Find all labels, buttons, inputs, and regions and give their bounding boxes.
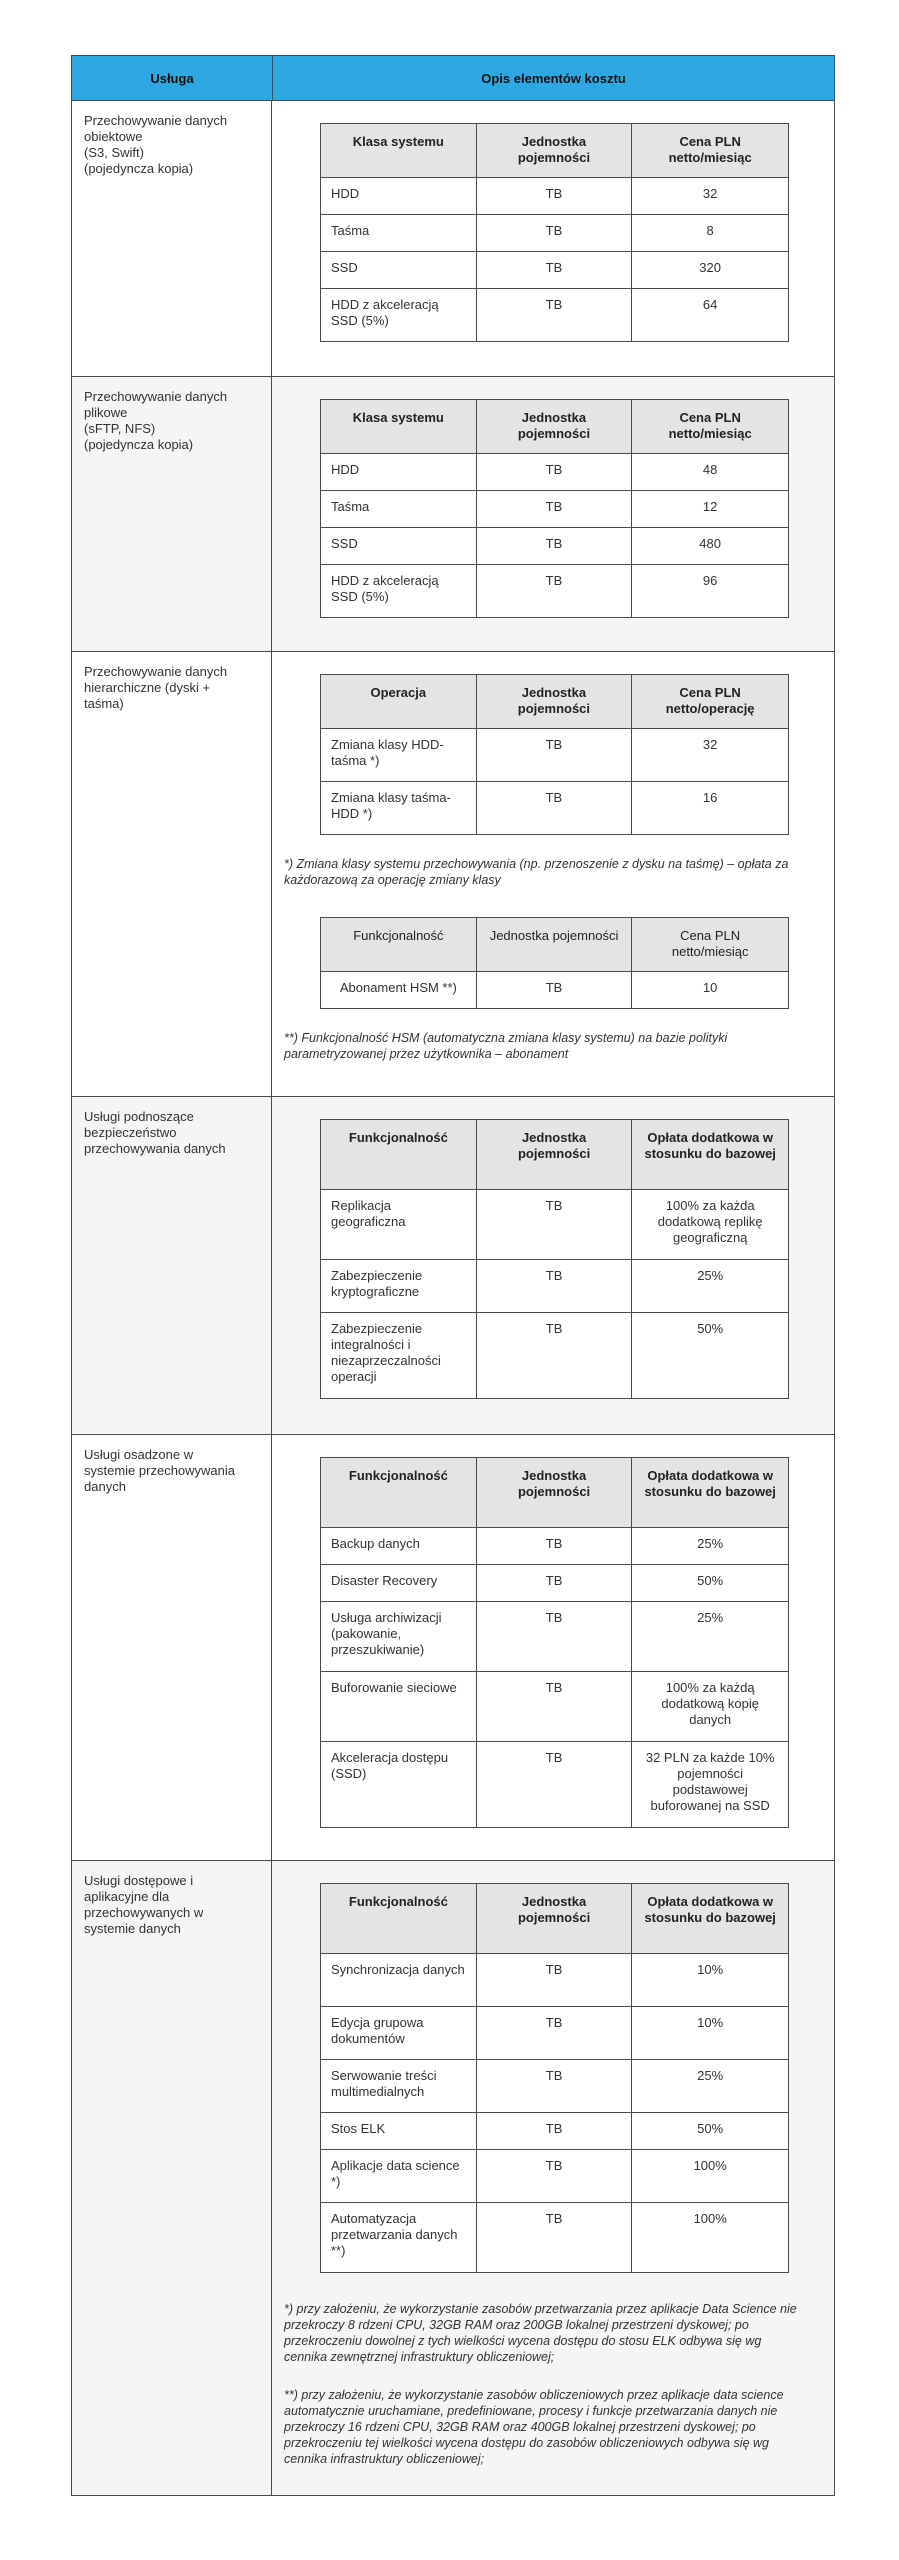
cell-function: Synchronizacja danych bbox=[321, 1954, 477, 2007]
cell-class: SSD bbox=[321, 252, 477, 289]
table-row bbox=[321, 2150, 789, 2203]
section-security bbox=[72, 1097, 834, 1435]
operation-price-table bbox=[320, 674, 789, 835]
section-object-storage bbox=[72, 101, 834, 377]
table-row bbox=[321, 2113, 789, 2150]
col-header: Jednostka pojemności bbox=[476, 918, 632, 972]
table-header-row bbox=[321, 1120, 789, 1190]
cell-function: Edycja grupowa dokumentów bbox=[321, 2007, 477, 2060]
table-row bbox=[321, 1565, 789, 1602]
pricing-table bbox=[71, 55, 835, 2496]
cell-surcharge: 100% za każdą dodatkową kopię danych bbox=[632, 1672, 789, 1742]
cell-surcharge: 100% bbox=[632, 2203, 789, 2273]
cell-unit: TB bbox=[476, 2007, 632, 2060]
cell-class: Taśma bbox=[321, 491, 477, 528]
table-header-row bbox=[321, 124, 789, 178]
cell-unit: TB bbox=[476, 454, 632, 491]
table-row bbox=[321, 178, 789, 215]
service-name: Przechowywanie danych plikowe (sFTP, NFS) (pojedyncza kopia) bbox=[72, 377, 272, 651]
col-header: Cena PLN netto/miesiąc bbox=[632, 918, 789, 972]
surcharge-table bbox=[320, 1457, 789, 1828]
table-header-row bbox=[321, 1458, 789, 1528]
cell-unit: TB bbox=[476, 2203, 632, 2273]
cell-surcharge: 100% bbox=[632, 2150, 789, 2203]
price-table bbox=[320, 399, 789, 618]
cell-function: Backup danych bbox=[321, 1528, 477, 1565]
cell-price: 32 bbox=[632, 729, 789, 782]
cell-unit: TB bbox=[476, 491, 632, 528]
table-header-row bbox=[321, 400, 789, 454]
cell-unit: TB bbox=[476, 1260, 632, 1313]
col-header: Jednostka pojemności bbox=[476, 1458, 632, 1528]
cell-class: HDD bbox=[321, 454, 477, 491]
cell-class: HDD z akceleracją SSD (5%) bbox=[321, 565, 477, 618]
cell-unit: TB bbox=[476, 2113, 632, 2150]
table-row bbox=[321, 1742, 789, 1828]
col-header: Funkcjonalność bbox=[321, 918, 477, 972]
service-name: Przechowywanie danych hierarchiczne (dyski + taśma) bbox=[72, 652, 272, 1096]
section-embedded-services bbox=[72, 1435, 834, 1861]
cell-unit: TB bbox=[476, 1954, 632, 2007]
col-header: Opłata dodatkowa w stosunku do bazowej bbox=[632, 1120, 789, 1190]
table-header-row bbox=[321, 675, 789, 729]
col-header: Cena PLN netto/operację bbox=[632, 675, 789, 729]
table-row bbox=[321, 565, 789, 618]
cell-function: Disaster Recovery bbox=[321, 1565, 477, 1602]
cell-unit: TB bbox=[476, 972, 632, 1009]
price-table bbox=[320, 123, 789, 342]
cell-unit: TB bbox=[476, 2060, 632, 2113]
footnote: *) przy założeniu, że wykorzystanie zasobów przetwarzania przez aplikacje Data Science nie przekroczy 8 rdzeni CPU, 32GB RAM oraz 200GB lokalnej przestrzeni dyskowej; po przekroczeniu dowolnej z tych wielkości wycena dostępu do stosu ELK odbywa się wg cennika zewnętrznej infrastruktury obliczeniowej; bbox=[284, 2302, 797, 2364]
cell-surcharge: 100% za każda dodatkową replikę geograficzną bbox=[632, 1190, 789, 1260]
cell-surcharge: 25% bbox=[632, 1528, 789, 1565]
footnote: **) przy założeniu, że wykorzystanie zasobów obliczeniowych przez aplikacje data science automatycznie uruchamiane, predefiniowane, procesy i funkcje przetwarzania danych nie przekroczy 16 rdzeni CPU, 32GB RAM oraz 400GB lokalnej przestrzeni dyskowej; po przekroczeniu tej wielkości wycena dostępu do zasobów obliczeniowych odbywa się wg cennika infrastruktury obliczeniowej; bbox=[284, 2388, 784, 2466]
cell-class: Taśma bbox=[321, 215, 477, 252]
col-header: Jednostka pojemności bbox=[476, 1884, 632, 1954]
cell-function: Buforowanie sieciowe bbox=[321, 1672, 477, 1742]
cell-unit: TB bbox=[476, 1313, 632, 1399]
table-row bbox=[321, 782, 789, 835]
cell-unit: TB bbox=[476, 178, 632, 215]
col-header: Operacja bbox=[321, 675, 477, 729]
col-header: Funkcjonalność bbox=[321, 1884, 477, 1954]
cell-unit: TB bbox=[476, 1672, 632, 1742]
cell-price: 48 bbox=[632, 454, 789, 491]
cell-unit: TB bbox=[476, 1190, 632, 1260]
table-row bbox=[321, 1260, 789, 1313]
col-header: Funkcjonalność bbox=[321, 1120, 477, 1190]
col-header: Klasa systemu bbox=[321, 400, 477, 454]
table-row bbox=[321, 972, 789, 1009]
cell-surcharge: 25% bbox=[632, 2060, 789, 2113]
section-hierarchical-storage bbox=[72, 652, 834, 1097]
cell-function: Stos ELK bbox=[321, 2113, 477, 2150]
col-header: Jednostka pojemności bbox=[476, 124, 632, 178]
cell-unit: TB bbox=[476, 252, 632, 289]
table-row bbox=[321, 1954, 789, 2007]
cell-price: 480 bbox=[632, 528, 789, 565]
cell-unit: TB bbox=[476, 289, 632, 342]
cell-unit: TB bbox=[476, 782, 632, 835]
table-row bbox=[321, 729, 789, 782]
col-header: Cena PLN netto/miesiąc bbox=[632, 400, 789, 454]
cell-function: Replikacja geograficzna bbox=[321, 1190, 477, 1260]
section-file-storage bbox=[72, 377, 834, 652]
cell-price: 16 bbox=[632, 782, 789, 835]
cell-class: HDD bbox=[321, 178, 477, 215]
surcharge-table bbox=[320, 1119, 789, 1399]
table-row bbox=[321, 2203, 789, 2273]
surcharge-table bbox=[320, 1883, 789, 2273]
cell-unit: TB bbox=[476, 215, 632, 252]
cell-unit: TB bbox=[476, 565, 632, 618]
section-access-services bbox=[72, 1861, 834, 2495]
service-name: Usługi osadzone w systemie przechowywania danych bbox=[72, 1435, 272, 1860]
cell-surcharge: 25% bbox=[632, 1602, 789, 1672]
cell-function: Zabezpieczenie integralności i niezaprzeczalności operacji bbox=[321, 1313, 477, 1399]
table-row bbox=[321, 1602, 789, 1672]
table-row bbox=[321, 454, 789, 491]
service-name: Usługi dostępowe i aplikacyjne dla przechowywanych w systemie danych bbox=[72, 1861, 272, 2495]
col-header: Klasa systemu bbox=[321, 124, 477, 178]
table-row bbox=[321, 2060, 789, 2113]
col-header: Opłata dodatkowa w stosunku do bazowej bbox=[632, 1458, 789, 1528]
cell-surcharge: 50% bbox=[632, 1313, 789, 1399]
cell-operation: Zmiana klasy taśma-HDD *) bbox=[321, 782, 477, 835]
table-row bbox=[321, 528, 789, 565]
table-row bbox=[321, 1672, 789, 1742]
cell-unit: TB bbox=[476, 1565, 632, 1602]
cell-class: SSD bbox=[321, 528, 477, 565]
cell-surcharge: 10% bbox=[632, 1954, 789, 2007]
cell-function: Zabezpieczenie kryptograficzne bbox=[321, 1260, 477, 1313]
hsm-price-table bbox=[320, 917, 789, 1009]
cell-price: 32 bbox=[632, 178, 789, 215]
cell-price: 320 bbox=[632, 252, 789, 289]
cell-unit: TB bbox=[476, 1602, 632, 1672]
col-header: Jednostka pojemności bbox=[476, 675, 632, 729]
col-header: Opłata dodatkowa w stosunku do bazowej bbox=[632, 1884, 789, 1954]
header-service: Usługa bbox=[72, 56, 273, 100]
cell-surcharge: 50% bbox=[632, 1565, 789, 1602]
cell-unit: TB bbox=[476, 528, 632, 565]
header-cost-description: Opis elementów kosztu bbox=[481, 70, 626, 86]
table-header bbox=[72, 56, 834, 101]
cell-surcharge: 32 PLN za każde 10% pojemności podstawowej buforowanej na SSD bbox=[632, 1742, 789, 1828]
col-header: Jednostka pojemności bbox=[476, 1120, 632, 1190]
cell-surcharge: 10% bbox=[632, 2007, 789, 2060]
table-row bbox=[321, 252, 789, 289]
cell-function: Abonament HSM **) bbox=[321, 972, 477, 1009]
cell-operation: Zmiana klasy HDD-taśma *) bbox=[321, 729, 477, 782]
col-header: Jednostka pojemności bbox=[476, 400, 632, 454]
footnote: **) Funkcjonalność HSM (automatyczna zmiana klasy systemu) na bazie polityki parametryzowanej przez użytkownika – abonament bbox=[284, 1031, 728, 1061]
cell-unit: TB bbox=[476, 1528, 632, 1565]
cell-class: HDD z akceleracją SSD (5%) bbox=[321, 289, 477, 342]
table-row bbox=[321, 2007, 789, 2060]
cell-unit: TB bbox=[476, 729, 632, 782]
col-header: Funkcjonalność bbox=[321, 1458, 477, 1528]
cell-function: Aplikacje data science *) bbox=[321, 2150, 477, 2203]
cell-price: 10 bbox=[632, 972, 789, 1009]
cell-function: Serwowanie treści multimedialnych bbox=[321, 2060, 477, 2113]
table-row bbox=[321, 1190, 789, 1260]
table-row bbox=[321, 215, 789, 252]
cell-price: 12 bbox=[632, 491, 789, 528]
cell-unit: TB bbox=[476, 1742, 632, 1828]
table-header-row bbox=[321, 918, 789, 972]
cell-function: Akceleracja dostępu (SSD) bbox=[321, 1742, 477, 1828]
cell-price: 64 bbox=[632, 289, 789, 342]
cell-price: 8 bbox=[632, 215, 789, 252]
service-name: Usługi podnoszące bezpieczeństwo przechowywania danych bbox=[72, 1097, 272, 1434]
cell-price: 96 bbox=[632, 565, 789, 618]
cell-surcharge: 50% bbox=[632, 2113, 789, 2150]
table-header-row bbox=[321, 1884, 789, 1954]
service-name: Przechowywanie danych obiektowe (S3, Swift) (pojedyncza kopia) bbox=[72, 101, 272, 376]
cell-function: Usługa archiwizacji (pakowanie, przeszukiwanie) bbox=[321, 1602, 477, 1672]
table-row bbox=[321, 1528, 789, 1565]
table-row bbox=[321, 289, 789, 342]
table-row bbox=[321, 1313, 789, 1399]
cell-surcharge: 25% bbox=[632, 1260, 789, 1313]
footnote: *) Zmiana klasy systemu przechowywania (np. przenoszenie z dysku na taśmę) – opłata za każdorazową za operację zmiany klasy bbox=[284, 857, 789, 887]
cell-function: Automatyzacja przetwarzania danych **) bbox=[321, 2203, 477, 2273]
cell-unit: TB bbox=[476, 2150, 632, 2203]
table-row bbox=[321, 491, 789, 528]
col-header: Cena PLN netto/miesiąc bbox=[632, 124, 789, 178]
